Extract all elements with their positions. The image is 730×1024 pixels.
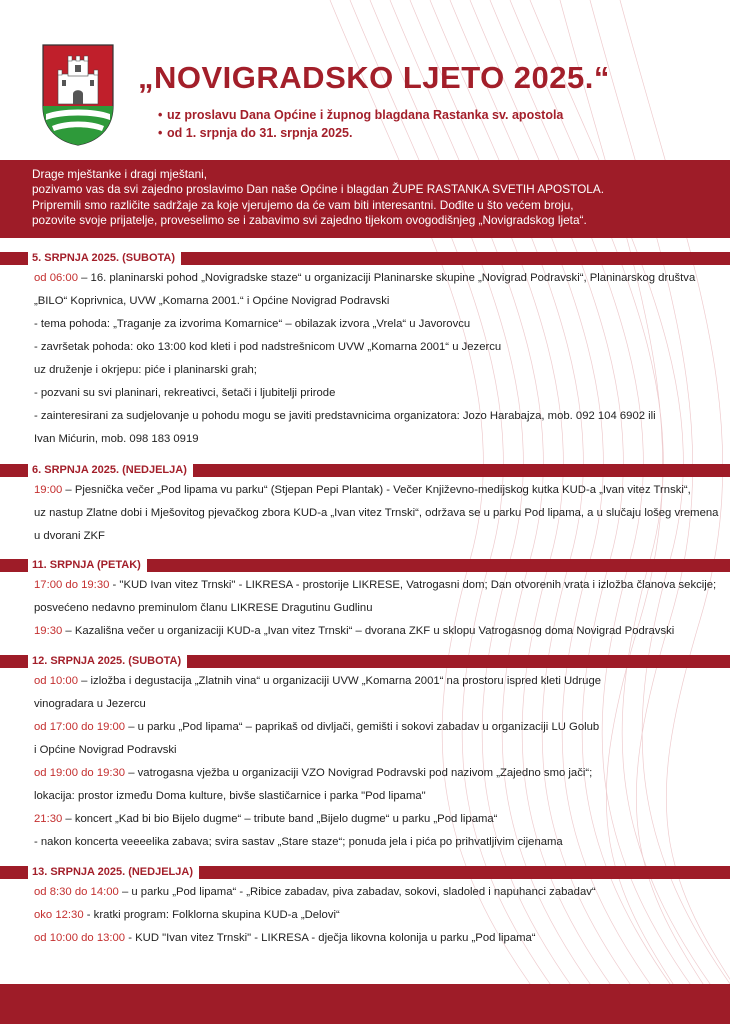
event-text: – u parku „Pod lipama“ – paprikaš od divljači, gemišti i sokovi zabadav u organizaciji LU Golub (125, 721, 600, 733)
event-line (34, 808, 601, 831)
event-text: - KUD "Ivan vitez Trnski" - LIKRESA - dječja likovna kolonija u parku „Pod lipama“ (125, 932, 536, 944)
event-text: – koncert „Kad bi bio Bijelo dugme“ – tribute band „Bijelo dugme“ u parku „Pod lipama“ (62, 813, 498, 825)
event-text: – izložba i degustacija „Zlatnih vina“ u organizaciji UVW „Komarna 2001“ na prostoru ispred kleti Udruge (77, 675, 602, 687)
event-line (34, 739, 601, 762)
event-line (34, 405, 695, 428)
section-header (0, 866, 730, 879)
event-text: – vatrogasna vježba u organizaciji VZO Novigrad Podravski pod nazivom „Zajedno smo jači“; (125, 767, 593, 779)
intro-banner (0, 160, 730, 238)
event-line (34, 904, 596, 927)
event-line (34, 881, 596, 904)
event-time: 19:00 (34, 484, 63, 496)
event-text: - završetak pohoda: oko 13:00 kod kleti i pod nadstrešnicom UVW „Komarna 2001“ u Jezercu (34, 341, 502, 353)
event-text: – Kazališna večer u organizaciji KUD-a „Ivan vitez Trnski“ – dvorana ZKF u sklopu Vatrogasnog doma Novigrad Podravski (62, 625, 675, 637)
event-time: od 06:00 (34, 272, 78, 284)
event-line (34, 620, 716, 643)
event-line (34, 716, 601, 739)
event-text: – 16. planinarski pohod „Novigradske staze“ u organizaciji Planinarske skupine „Novigrad Podravski“, Planinarskog društva (77, 272, 696, 284)
event-line (34, 502, 718, 525)
event-time: oko 12:30 (34, 909, 84, 921)
event-time: od 10:00 do 13:00 (34, 932, 126, 944)
event-line (34, 574, 716, 597)
event-text: - tema pohoda: „Traganje za izvorima Komarnice“ – obilazak izvora „Vrela“ u Javorovcu (34, 318, 471, 330)
section-date: 13. SRPNJA 2025. (NEDJELJA) (28, 866, 199, 879)
section-date: 12. SRPNJA 2025. (SUBOTA) (28, 655, 187, 668)
event-line (34, 336, 695, 359)
event-time: 17:00 do 19:30 (34, 579, 110, 591)
event-time: od 17:00 do 19:00 (34, 721, 126, 733)
event-time: od 19:00 do 19:30 (34, 767, 126, 779)
subtitle-text: od 1. srpnja do 31. srpnja 2025. (167, 126, 353, 140)
event-line (34, 267, 695, 290)
subtitle-line (158, 126, 353, 140)
section-date: 5. SRPNJA 2025. (SUBOTA) (28, 252, 181, 265)
subtitle-text: uz proslavu Dana Općine i župnog blagdana Rastanka sv. apostola (167, 108, 564, 122)
event-line (34, 762, 601, 785)
event-text: uz druženje i okrjepu: piće i planinarski grah; (34, 364, 257, 376)
section-header (0, 464, 730, 477)
event-time: od 10:00 (34, 675, 78, 687)
event-time: 21:30 (34, 813, 63, 825)
event-line (34, 479, 718, 502)
event-line (34, 382, 695, 405)
section-events (34, 574, 716, 643)
bullet: • (158, 108, 163, 122)
section-header (0, 655, 730, 668)
intro-line: pozovite svoje prijatelje, proveselimo se i zabavimo svi zajedno tijekom ovogodišnjeg „Novigradskog ljeta“. (32, 212, 587, 227)
event-line (34, 670, 601, 693)
event-text: – Pjesnička večer „Pod lipama vu parku“ (Stjepan Pepi Plantak) - Večer Književno-medijskog kutka KUD-a „Ivan vitez Trnski“, (62, 484, 691, 496)
section-header (0, 252, 730, 265)
event-line (34, 525, 718, 548)
event-line (34, 313, 695, 336)
event-line (34, 831, 601, 854)
intro-line: Pripremili smo različite sadržaje za koje vjerujemo da će vam biti interesantni. Dođite u što većem broju, (32, 197, 574, 212)
event-text: - kratki program: Folklorna skupina KUD-a „Delovi“ (83, 909, 340, 921)
municipality-coat-of-arms-icon (42, 44, 114, 146)
section-header (0, 559, 730, 572)
event-text: lokacija: prostor između Doma kulture, bivše slastičarnice i parka "Pod lipama" (34, 790, 426, 802)
bullet: • (158, 126, 163, 140)
footer-bar (0, 984, 730, 1024)
event-text: posvećeno nedavno preminulom članu LIKRESE Dragutinu Gudlinu (34, 602, 373, 614)
section-date: 6. SRPNJA 2025. (NEDJELJA) (28, 464, 193, 477)
event-text: Ivan Mićurin, mob. 098 183 0919 (34, 433, 199, 445)
intro-line: pozivamo vas da svi zajedno proslavimo Dan naše Općine i blagdan ŽUPE RASTANKA SVETIH APOSTOLA. (32, 182, 604, 197)
subtitle-line (158, 108, 563, 122)
event-time: 19:30 (34, 625, 63, 637)
event-text: vinogradara u Jezercu (34, 698, 146, 710)
event-text: - "KUD Ivan vitez Trnski" - LIKRESA - prostorije LIKRESE, Vatrogasni dom; Dan otvorenih vrata i izložba članova sekcije; (109, 579, 717, 591)
section-date: 11. SRPNJA (PETAK) (28, 559, 147, 572)
event-time: od 8:30 do 14:00 (34, 886, 119, 898)
event-text: uz nastup Zlatne dobi i Mješovitog pjevačkog zbora KUD-a „Ivan vitez Trnski“, održava se u parku Pod lipama, a u slučaju lošeg vremena (34, 507, 719, 519)
section-events (34, 670, 601, 854)
section-events (34, 267, 695, 451)
event-text: - pozvani su svi planinari, rekreativci, šetači i ljubitelji prirode (34, 387, 336, 399)
event-line (34, 597, 716, 620)
event-line (34, 693, 601, 716)
event-line (34, 359, 695, 382)
event-text: u dvorani ZKF (34, 530, 105, 542)
event-text: – u parku „Pod lipama“ - „Ribice zabadav, piva zabadav, sokovi, sladoled i napuhanci zabadav“ (118, 886, 596, 898)
event-text: i Općine Novigrad Podravski (34, 744, 177, 756)
event-text: „BILO“ Koprivnica, UVW „Komarna 2001.“ i Općine Novigrad Podravski (34, 295, 390, 307)
event-line (34, 785, 601, 808)
event-line (34, 290, 695, 313)
poster-title: „NOVIGRADSKO LJETO 2025.“ (138, 60, 610, 95)
section-events (34, 479, 718, 548)
event-text: - zainteresirani za sudjelovanje u pohodu mogu se javiti predstavnicima organizatora: Jozo Harabajza, mob. 092 104 6902 ili (34, 410, 656, 422)
section-events (34, 881, 596, 950)
event-line (34, 428, 695, 451)
event-text: - nakon koncerta veeeelika zabava; svira sastav „Stare staze“; ponuda jela i pića po prihvatljivim cijenama (34, 836, 563, 848)
event-line (34, 927, 596, 950)
intro-line: Drage mještanke i dragi mještani, (32, 167, 208, 181)
